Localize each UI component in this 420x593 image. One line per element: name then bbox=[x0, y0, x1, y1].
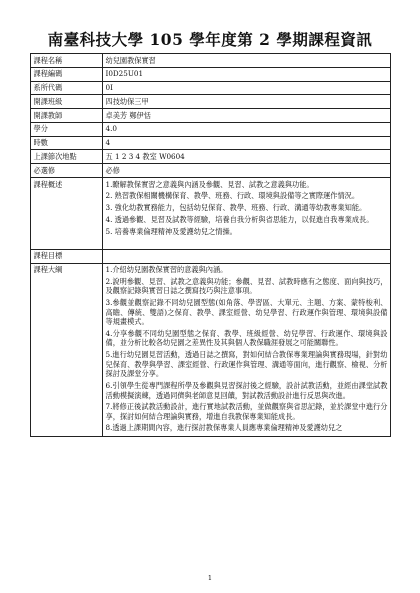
overview-row bbox=[31, 178, 391, 250]
course-info-table bbox=[30, 53, 391, 437]
table-row bbox=[31, 54, 391, 68]
row-label: 必選修 bbox=[31, 164, 103, 178]
page-title: 南臺科技大學 105 學年度第 2 學期課程資訊 bbox=[47, 30, 373, 49]
table-row bbox=[31, 95, 391, 109]
overview-item: 4. 透過參觀、見習及試教等經驗，培養自我分析與省思能力，以促進自我專業成長。 bbox=[105, 214, 374, 224]
overview-item: 3. 強化幼教實務能力，包括幼兒保育、教學、班務、行政、溝通等幼教專業知能。 bbox=[105, 203, 367, 213]
table-row bbox=[31, 150, 391, 164]
row-label: 課程編碼 bbox=[31, 67, 103, 81]
outline-item: 5.進行幼兒園見習活動，透過日誌之撰寫，對如何結合教保專業理論與實務現場，針對幼兒保育、教學與學習、課室經營、行政運作與管理、溝通等面向，進行觀察、檢視、分析探討及課堂分享。 bbox=[105, 349, 388, 379]
row-value: 4.0 bbox=[103, 122, 391, 136]
outline-item: 8.透過上課期間內容，進行探討教保專業人員應專業倫理精神及愛護幼兒之 bbox=[105, 423, 343, 433]
table-row bbox=[31, 164, 391, 178]
overview-item: 1.瞭解教保實習之意義與內涵及參觀、見習、試教之意義與功能。 bbox=[105, 179, 314, 189]
outline-item: 2.說明參觀、見習、試教之意義與功能；參觀、見習、試教時應有之態度、面向與技巧，及觀察記錄與實習日誌之撰寫技巧與注意事項。 bbox=[105, 276, 388, 296]
outline-item: 1.介紹幼兒園教保實習的意義與內涵。 bbox=[105, 265, 228, 275]
table-row bbox=[31, 122, 391, 136]
outline-content bbox=[103, 263, 391, 436]
row-value: 必修 bbox=[103, 164, 391, 178]
row-label: 學分 bbox=[31, 122, 103, 136]
row-label: 時數 bbox=[31, 136, 103, 150]
outline-item: 3.參觀並觀察記錄不同幼兒園型態(如角落、學習區、大單元、主題、方案、蒙特梭利、高瞻、傳統、雙語)之保育、教學、課室經營、幼兒學習、行政運作與管理、環境與設備等規畫模式。 bbox=[105, 297, 388, 327]
table-row bbox=[31, 109, 391, 123]
table-row bbox=[31, 136, 391, 150]
row-value: 0I bbox=[103, 81, 391, 95]
row-label: 開課班級 bbox=[31, 95, 103, 109]
row-value: 卓美芳 鄭伊恬 bbox=[103, 109, 391, 123]
page-number: 1 bbox=[207, 574, 213, 582]
row-value: 五 1 2 3 4 教室 W0604 bbox=[103, 150, 391, 164]
goals-label: 課程目標 bbox=[31, 249, 103, 263]
blank-space bbox=[106, 238, 388, 247]
outline-item: 6.引領學生從專門課程所學及參觀與見習探討後之經驗，設計試教活動，並經由課堂試教活動模擬演練，透過同儕與老師意見回饋，對試教活動設計進行反思與改進。 bbox=[105, 380, 388, 400]
row-value: 幼兒園教保實習 bbox=[103, 54, 391, 68]
outline-row bbox=[31, 263, 391, 436]
overview-item: 2. 熟習教保相關機構保育、教學、班務、行政、環境與設備等之實際運作情況。 bbox=[105, 191, 360, 201]
goals-value bbox=[103, 249, 391, 263]
row-label: 課程名稱 bbox=[31, 54, 103, 68]
row-value: I0D25U01 bbox=[103, 67, 391, 81]
row-label: 開課教師 bbox=[31, 109, 103, 123]
row-value: 四技幼保三甲 bbox=[103, 95, 391, 109]
overview-content bbox=[103, 178, 391, 250]
row-label: 上課節次地點 bbox=[31, 150, 103, 164]
row-value: 4 bbox=[103, 136, 391, 150]
row-label: 系所代碼 bbox=[31, 81, 103, 95]
overview-label: 課程概述 bbox=[31, 178, 103, 250]
table-row bbox=[31, 67, 391, 81]
outline-label: 課程大綱 bbox=[31, 263, 103, 436]
table-row bbox=[31, 81, 391, 95]
goals-row bbox=[31, 249, 391, 263]
outline-item: 4.分享參觀不同幼兒園型態之保育、教學、班級經營、幼兒學習、行政運作、環境與設備，並分析比較各幼兒園之差異性及其與個人教保職涯發展之可能關聯性。 bbox=[105, 328, 388, 348]
outline-item: 7.將修正後試教活動設計，進行實地試教活動，並做觀察與省思記錄，並於課堂中進行分享，探討如何結合理論與實務，增進自我教保專業知能成長。 bbox=[105, 401, 388, 421]
overview-item: 5. 培養專業倫理精神及愛護幼兒之情操。 bbox=[105, 226, 237, 236]
